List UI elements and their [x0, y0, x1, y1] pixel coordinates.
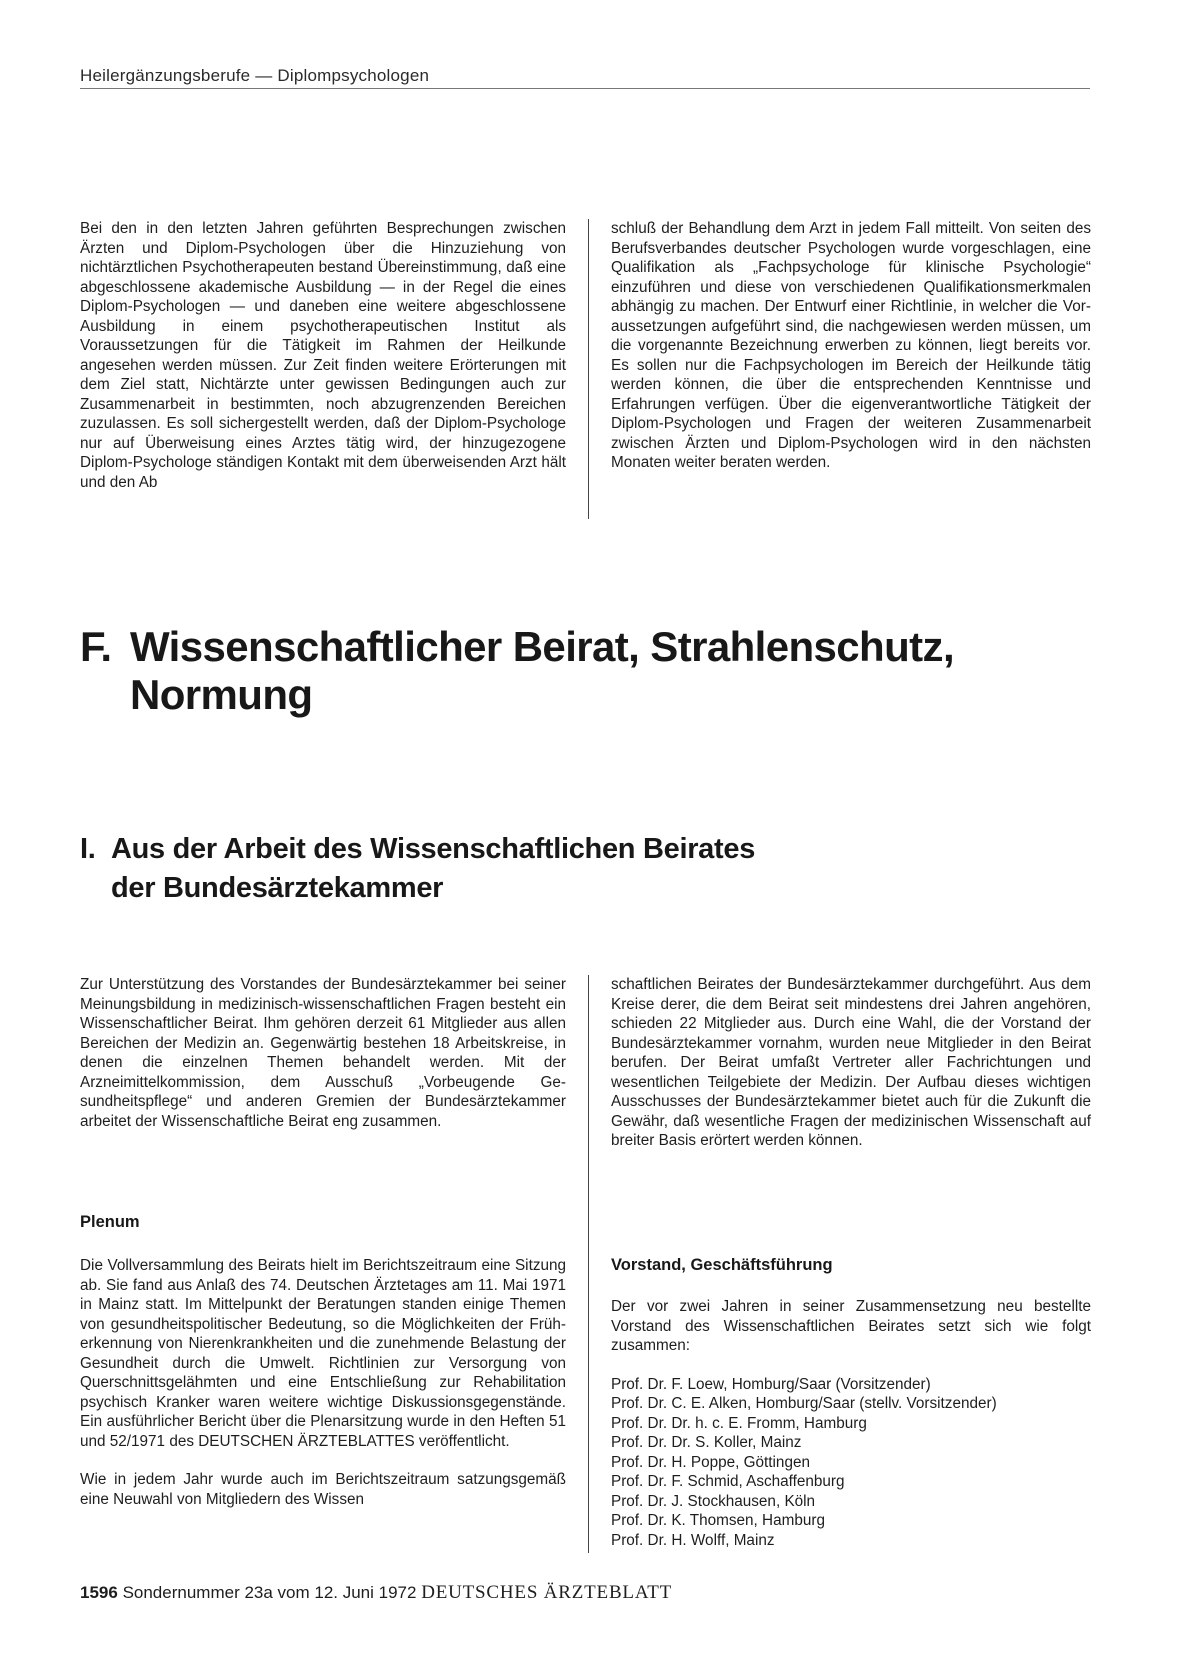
member-item: Prof. Dr. F. Loew, Homburg/Saar (Vorsitzender) — [611, 1375, 931, 1393]
right-continuation-paragraph: schaftlichen Beirates der Bundesärztekammer durchgeführt. Aus dem Kreise derer, die dem Beirat seit mindestens drei Jahren angehören, schieden 22 Mitglieder aus. Durch eine Wahl, die der Vorstand der Bundesärztekammer vornahm, wurden neue Mitglieder in den Beirat berufen. Der Beirat umfaßt Vertreter aller Fachrichtungen und wesentlichen Teilgebiete der Medizin. Der Aufbau dieses wichtigen Ausschusses der Bundesärztekammer bietet auch für die Zukunft die Gewähr, daß wesentliche Fragen der medizinischen Wissenschaft auf breiter Basis erörtert werden können. — [611, 976, 1091, 1149]
section-number: F. — [80, 623, 112, 670]
vorstand-member-list — [611, 1375, 1091, 1551]
publication-name: DEUTSCHES ÄRZTEBLATT — [421, 1582, 673, 1603]
column-divider — [588, 219, 589, 519]
member-item: Prof. Dr. F. Schmid, Aschaffenburg — [611, 1473, 845, 1490]
top-right-column — [611, 219, 1091, 473]
section-title-line2: Normung — [130, 671, 313, 718]
vorstand-intro: Der vor zwei Jahren in seiner Zusammensetzung neu bestellte Vorstand des Wissenschaftlichen Beirates setzt sich wie folgt zusammen: — [611, 1298, 1091, 1354]
member-item: Prof. Dr. J. Stockhausen, Köln — [611, 1492, 816, 1510]
plenum-column — [80, 1256, 566, 1509]
member-item: Prof. Dr. H. Poppe, Göttingen — [611, 1453, 810, 1471]
member-item: Prof. Dr. Dr. S. Koller, Mainz — [611, 1434, 802, 1451]
top-left-paragraph: Bei den in den letzten Jahren geführten Besprechungen zwischen Ärzten und Diplom-Psychologen über die Hinzuziehung von nichtärztlichen Psychotherapeuten bestand Übereinstimmung, daß eine abgeschlossene akademische Ausbildung — in der Regel die eines Diplom-Psychologen — und daneben eine weitere abgeschlossene Ausbildung in einem psychotherapeutischen Institut als Voraussetzungen für die Tätigkeit im Rahmen der Heilkunde angesehen werden müssen. Zur Zeit finden weitere Erörterungen mit dem Ziel statt, Nichtärzte unter gewissen Bedingungen auch zur Zusammenarbeit in bestimmten, noch abzugrenzenden Bereichen zuzulassen. Es soll sichergestellt werden, daß der Diplom-Psychologe nur auf Überweisung eines Arztes tätig wird, der hinzugezogene Diplom-Psychologe ständigen Kontakt mit dem überweisenden Arzt hält und den Ab — [80, 220, 566, 491]
running-head: Heilergänzungsberufe — Diplompsychologen — [80, 66, 430, 85]
subsection-heading — [80, 830, 1100, 908]
section-heading — [80, 623, 1100, 719]
right-continuation-column — [611, 975, 1091, 1151]
member-item: Prof. Dr. H. Wolff, Mainz — [611, 1531, 775, 1549]
subsection-title-line2: der Bundesärztekammer — [111, 872, 444, 904]
subsection-title-line1: Aus der Arbeit des Wissenschaftlichen Beirates — [111, 833, 756, 865]
column-divider-lower — [588, 975, 589, 1553]
member-item: Prof. Dr. Dr. h. c. E. Fromm, Hamburg — [611, 1414, 867, 1432]
member-item: Prof. Dr. C. E. Alken, Homburg/Saar (stellv. Vorsitzender) — [611, 1395, 997, 1412]
vorstand-heading: Vorstand, Geschäftsführung — [611, 1256, 833, 1274]
issue-info: Sondernummer 23a vom 12. Juni 1972 — [122, 1583, 417, 1602]
vorstand-column — [611, 1297, 1091, 1550]
intro-paragraph: Zur Unterstützung des Vorstandes der Bundesärztekammer bei seiner Meinungsbildung in medizinisch-wissenschaftlichen Fragen besteht ein Wissenschaftlicher Beirat. Ihm gehören derzeit 61 Mitglieder aus allen Bereichen der Medizin an. Gegenwärtig bestehen 18 Arbeitskreise, in denen die einzelnen Themen behandelt werden. Mit der Arzneimittelkommission, dem Ausschuß „Vorbeugende Gesundheitspflege“ und anderen Gremien der Bundesärztekammer arbeitet der Wissenschaftliche Beirat eng zusammen. — [80, 976, 566, 1130]
plenum-paragraph-2: Wie in jedem Jahr wurde auch im Berichtszeitraum satzungsgemäß eine Neuwahl von Mitgliedern des Wissen — [80, 1471, 566, 1508]
header-rule — [80, 88, 1090, 89]
page-number: 1596 — [80, 1583, 118, 1602]
top-left-column — [80, 219, 566, 492]
member-item: Prof. Dr. K. Thomsen, Hamburg — [611, 1512, 825, 1529]
subsection-number: I. — [80, 833, 96, 865]
plenum-paragraph-1: Die Vollversammlung des Beirats hielt im Berichtszeitraum eine Sitzung ab. Sie fand aus Anlaß des 74. Deutschen Ärztetages am 11. Mai 1971 in Mainz statt. Im Mittelpunkt der Beratungen standen einige Themen von gesundheitspolitischer Bedeutung, so die Möglichkeiten der Früherkennung von Nierenkrankheiten und die zunehmende Belastung der Gesundheit durch die Umwelt. Richtlinien zur Versorgung von Querschnittsgelähmten und eine Entschließung zur Rehabilitation psychisch Kranker waren weitere wichtige Diskussionsgegenstände. Ein ausführlicher Bericht über die Plenarsitzung wurde in den Heften 51 und 52/1971 des DEUTSCHEN ÄRZTEBLATTES veröffentlicht. — [80, 1257, 566, 1450]
section-title-line1: Wissenschaftlicher Beirat, Strahlenschutz, — [130, 623, 955, 670]
top-right-paragraph: schluß der Behandlung dem Arzt in jedem Fall mitteilt. Von seiten des Berufsverbandes deutscher Psychologen wurde vorgeschlagen, eine Qualifikation als „Fachpsychologe für klinische Psychologie“ einzuführen und diese von verschiedenen Qualifikationsmerkmalen abhängig zu machen. Der Entwurf einer Richtlinie, in welcher die Voraussetzungen aufgeführt sind, die nachgewiesen werden müssen, um die vorgenannte Bezeichnung erwerben zu können, liegt bereits vor. Es sollen nur die Fachpsychologen im Bereich der Heilkunde tätig werden können, die über die entsprechenden Kenntnisse und Erfahrungen verfügen. Über die eigenverantwortliche Tätigkeit der Diplom-Psychologen und Fragen der weiteren Zusammenarbeit zwischen Ärzten und Diplom-Psychologen wird in den nächsten Monaten weiter beraten werden. — [611, 220, 1091, 471]
plenum-heading: Plenum — [80, 1213, 140, 1231]
page-footer — [80, 1582, 1100, 1604]
intro-left-column — [80, 975, 566, 1131]
